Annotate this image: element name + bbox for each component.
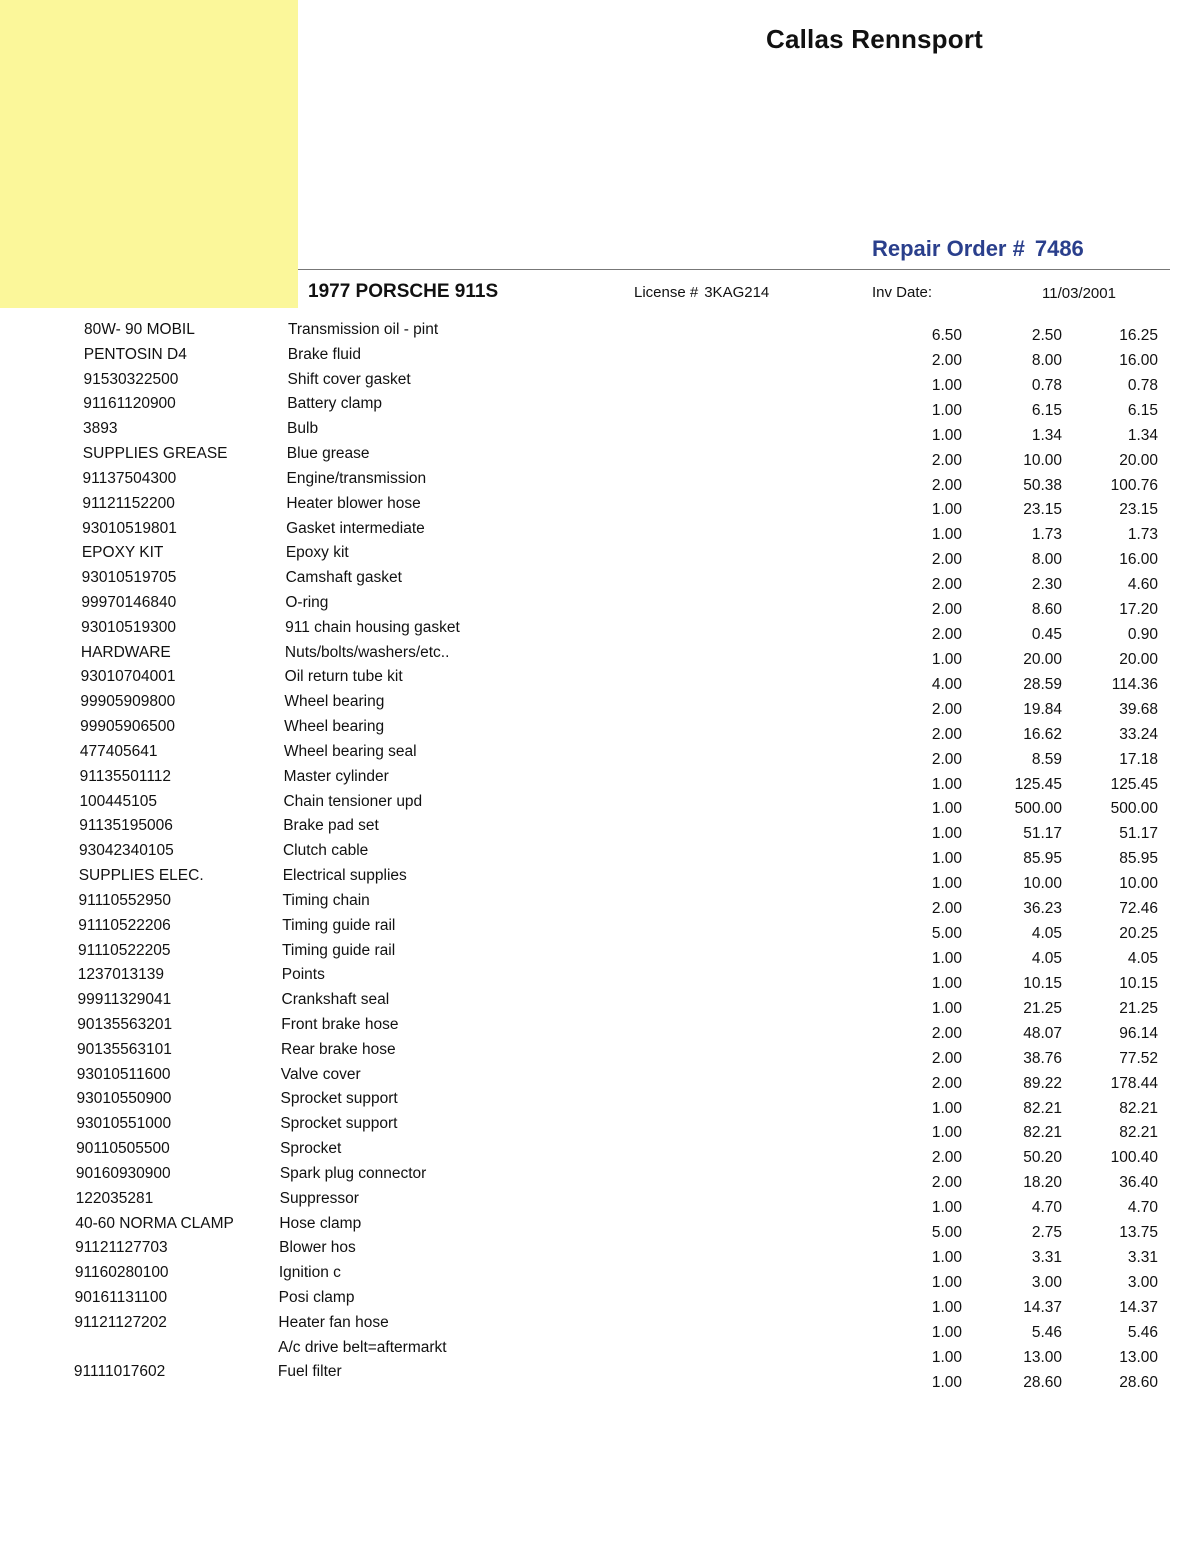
unit-price-cell: 8.00	[1031, 351, 1062, 369]
line-item-row	[0, 1140, 1200, 1167]
line-total-cell: 4.05	[1127, 950, 1158, 967]
description-cell: Wheel bearing	[284, 693, 385, 711]
quantity-cell: 5.00	[931, 925, 962, 943]
line-total-cell: 85.95	[1119, 850, 1158, 868]
line-item-row	[0, 1065, 1200, 1092]
description-cell: Spark plug connector	[279, 1164, 427, 1182]
part-number-cell: 91530322500	[83, 370, 179, 388]
line-item-row	[0, 1313, 1200, 1341]
description-cell: Brake pad set	[283, 817, 379, 835]
description-cell: Sprocket support	[280, 1090, 398, 1108]
line-total-cell: 96.14	[1119, 1024, 1158, 1042]
description-cell: Nuts/bolts/washers/etc..	[284, 643, 450, 661]
quantity-cell: 1.00	[931, 800, 962, 818]
unit-price-cell: 4.70	[1031, 1199, 1062, 1217]
description-cell: Ignition c	[278, 1264, 341, 1282]
description-cell: Transmission oil - pint	[288, 321, 439, 338]
quantity-cell: 1.00	[931, 1099, 962, 1117]
line-item-row	[0, 544, 1200, 569]
license-value: 3KAG214	[704, 284, 770, 301]
quantity-cell: 2.00	[931, 750, 962, 768]
line-item-row	[0, 1264, 1200, 1291]
description-cell: Gasket intermediate	[286, 519, 425, 537]
line-total-cell: 36.40	[1119, 1174, 1158, 1192]
line-total-cell: 10.00	[1119, 875, 1158, 893]
description-cell: Heater blower hose	[286, 494, 421, 512]
part-number-cell: 91121152200	[82, 494, 175, 512]
unit-price-cell: 0.78	[1031, 376, 1062, 394]
quantity-cell: 1.00	[931, 775, 962, 793]
line-total-cell: 33.24	[1119, 725, 1158, 743]
line-item-row	[0, 668, 1200, 693]
quantity-cell: 2.00	[931, 725, 962, 743]
part-number-cell: 80W- 90 MOBIL	[84, 321, 195, 338]
line-total-cell: 100.40	[1110, 1149, 1158, 1167]
line-item-row	[0, 495, 1200, 517]
description-cell: Hose clamp	[279, 1214, 362, 1232]
quantity-cell: 2.00	[931, 1149, 962, 1167]
quantity-cell: 5.00	[931, 1224, 962, 1242]
quantity-cell: 2.00	[931, 476, 962, 494]
unit-price-cell: 28.60	[1023, 1373, 1062, 1391]
quantity-cell: 2.00	[931, 626, 962, 644]
line-item-row	[0, 1288, 1200, 1316]
line-item-row	[0, 891, 1200, 918]
part-number-cell: 93010550900	[76, 1090, 172, 1108]
description-cell: Points	[281, 966, 325, 984]
quantity-cell: 1.00	[931, 426, 962, 444]
line-item-row	[0, 1090, 1200, 1117]
line-total-cell: 16.00	[1119, 351, 1158, 369]
quantity-cell: 1.00	[931, 526, 962, 544]
part-number-cell: 93010511600	[76, 1065, 171, 1083]
description-cell: Timing guide rail	[282, 941, 396, 959]
description-cell: Front brake hose	[281, 1015, 399, 1033]
line-item-row	[0, 346, 1200, 368]
unit-price-cell: 2.30	[1031, 576, 1062, 594]
quantity-cell: 2.00	[931, 351, 962, 369]
line-total-cell: 114.36	[1111, 675, 1158, 693]
line-item-row	[0, 395, 1200, 417]
part-number-cell: 91110522205	[78, 941, 171, 959]
line-total-cell: 20.00	[1119, 451, 1158, 469]
line-item-row	[0, 916, 1200, 943]
quantity-cell: 1.00	[931, 825, 962, 843]
part-number-cell: 99905906500	[80, 718, 175, 736]
line-item-row	[0, 718, 1200, 743]
line-item-row	[0, 1189, 1200, 1217]
unit-price-cell: 16.62	[1023, 725, 1062, 743]
description-cell: Crankshaft seal	[281, 991, 390, 1009]
description-cell: Heater fan hose	[278, 1313, 389, 1331]
line-total-cell: 100.76	[1110, 476, 1158, 494]
line-item-row	[0, 966, 1200, 992]
quantity-cell: 1.00	[931, 650, 962, 668]
description-cell: Chain tensioner upd	[283, 792, 423, 810]
line-item-row	[0, 618, 1200, 644]
description-cell: Battery clamp	[287, 395, 383, 413]
part-number-cell: 91161120900	[83, 395, 176, 413]
quantity-cell: 1.00	[931, 1348, 962, 1366]
quantity-cell: 1.00	[931, 999, 962, 1017]
line-item-row	[0, 1338, 1200, 1366]
line-total-cell: 0.78	[1127, 376, 1158, 394]
quantity-cell: 1.00	[931, 1373, 962, 1391]
part-number-cell: PENTOSIN D4	[83, 345, 187, 363]
quantity-cell: 1.00	[931, 1124, 962, 1142]
unit-price-cell: 36.23	[1023, 900, 1062, 918]
line-total-cell: 3.31	[1127, 1249, 1158, 1267]
unit-price-cell: 51.17	[1023, 825, 1062, 843]
repair-order-label: Repair Order #	[872, 236, 1025, 261]
description-cell: Timing guide rail	[282, 916, 396, 934]
unit-price-cell: 20.00	[1023, 650, 1062, 668]
unit-price-cell: 10.00	[1023, 451, 1062, 469]
part-number-cell: 1237013139	[77, 966, 164, 984]
license-label: License #	[634, 284, 699, 301]
repair-order-number: 7486	[1034, 236, 1084, 261]
line-item-row	[0, 991, 1200, 1017]
description-cell: Sprocket support	[280, 1115, 398, 1133]
line-total-cell: 72.46	[1119, 900, 1158, 918]
unit-price-cell: 8.59	[1031, 750, 1062, 768]
line-item-row	[0, 1363, 1200, 1391]
part-number-cell: 99905909800	[80, 693, 176, 711]
unit-price-cell: 89.22	[1023, 1074, 1062, 1092]
unit-price-cell: 4.05	[1031, 925, 1062, 943]
quantity-cell: 2.00	[931, 576, 962, 594]
part-number-cell: 122035281	[75, 1189, 154, 1207]
quantity-cell: 2.00	[931, 900, 962, 918]
description-cell: Shift cover gasket	[287, 370, 411, 388]
line-total-cell: 17.18	[1119, 750, 1158, 768]
line-total-cell: 500.00	[1110, 800, 1158, 818]
line-total-cell: 6.15	[1127, 401, 1158, 419]
company-name: Callas Rennsport	[766, 24, 984, 54]
part-number-cell: 93010551000	[76, 1115, 172, 1133]
line-item-row	[0, 1164, 1200, 1192]
quantity-cell: 1.00	[931, 950, 962, 967]
unit-price-cell: 10.00	[1023, 875, 1062, 893]
description-cell: Suppressor	[279, 1189, 359, 1207]
description-cell: Valve cover	[280, 1065, 361, 1083]
unit-price-cell: 1.34	[1031, 426, 1062, 444]
line-total-cell: 13.75	[1119, 1224, 1158, 1242]
line-item-row	[0, 569, 1200, 594]
line-item-row	[0, 445, 1200, 467]
part-number-cell: 91121127703	[75, 1239, 168, 1257]
line-total-cell: 17.20	[1119, 601, 1158, 619]
line-total-cell: 0.90	[1127, 626, 1158, 644]
quantity-cell: 2.00	[931, 1049, 962, 1067]
line-total-cell: 5.46	[1127, 1323, 1158, 1341]
quantity-cell: 2.00	[931, 551, 962, 569]
unit-price-cell: 28.59	[1023, 675, 1062, 693]
description-cell: O-ring	[285, 594, 329, 612]
line-total-cell: 16.00	[1119, 551, 1158, 569]
line-item-row	[0, 321, 1200, 343]
unit-price-cell: 2.50	[1031, 327, 1062, 344]
quantity-cell: 1.00	[931, 1249, 962, 1267]
line-total-cell: 82.21	[1119, 1099, 1158, 1117]
quantity-cell: 1.00	[931, 1199, 962, 1217]
line-item-row	[0, 742, 1200, 768]
line-total-cell: 23.15	[1119, 501, 1158, 519]
vehicle-title: 1977 PORSCHE 911S	[308, 281, 499, 302]
description-cell: Brake fluid	[287, 345, 361, 363]
part-number-cell: 93010704001	[80, 668, 176, 686]
line-item-row	[0, 470, 1200, 492]
line-item-row	[0, 1239, 1200, 1267]
unit-price-cell: 38.76	[1023, 1049, 1062, 1067]
unit-price-cell: 8.60	[1031, 601, 1062, 619]
description-cell: Blower hos	[279, 1239, 356, 1257]
quantity-cell: 2.00	[931, 451, 962, 469]
part-number-cell: 93010519300	[81, 618, 176, 636]
part-number-cell: 91121127202	[74, 1313, 167, 1331]
part-number-cell: 90110505500	[76, 1140, 170, 1158]
description-cell: Bulb	[287, 420, 319, 438]
inv-date-value: 11/03/2001	[1042, 285, 1116, 302]
line-total-cell: 20.00	[1119, 650, 1158, 668]
unit-price-cell: 23.15	[1023, 501, 1062, 519]
description-cell: 911 chain housing gasket	[285, 618, 460, 636]
part-number-cell: 477405641	[79, 742, 158, 760]
line-item-row	[0, 520, 1200, 542]
unit-price-cell: 10.15	[1023, 974, 1062, 992]
description-cell: Posi clamp	[278, 1288, 355, 1306]
unit-price-cell: 19.84	[1023, 700, 1062, 718]
description-cell: Clutch cable	[282, 842, 369, 860]
part-number-cell: 100445105	[79, 792, 158, 810]
line-item-row	[0, 842, 1200, 868]
line-total-cell: 4.60	[1127, 576, 1158, 594]
unit-price-cell: 82.21	[1023, 1124, 1062, 1142]
line-item-row	[0, 1214, 1200, 1242]
part-number-cell: 93042340105	[78, 842, 174, 860]
line-item-row	[0, 941, 1200, 967]
unit-price-cell: 3.00	[1031, 1273, 1062, 1291]
line-total-cell: 16.25	[1119, 327, 1158, 344]
quantity-cell: 2.00	[931, 1174, 962, 1192]
unit-price-cell: 18.20	[1023, 1174, 1062, 1192]
quantity-cell: 2.00	[931, 700, 962, 718]
description-cell: Epoxy kit	[285, 544, 349, 562]
line-item-row	[0, 767, 1200, 793]
line-total-cell: 82.21	[1119, 1124, 1158, 1142]
part-number-cell: 91110552950	[78, 891, 172, 909]
quantity-cell: 1.00	[931, 401, 962, 419]
line-total-cell: 77.52	[1119, 1049, 1158, 1067]
unit-price-cell: 125.45	[1014, 775, 1062, 793]
part-number-cell: 91135501112	[79, 767, 172, 785]
line-total-cell: 39.68	[1119, 700, 1158, 718]
unit-price-cell: 5.46	[1031, 1323, 1062, 1341]
line-item-row	[0, 817, 1200, 843]
quantity-cell: 1.00	[931, 850, 962, 868]
part-number-cell: EPOXY KIT	[81, 544, 164, 562]
description-cell: Electrical supplies	[282, 867, 407, 885]
line-item-row	[0, 420, 1200, 442]
part-number-cell: SUPPLIES GREASE	[82, 445, 228, 463]
unit-price-cell: 0.45	[1031, 626, 1062, 644]
part-number-cell: 3893	[83, 420, 118, 438]
quantity-cell: 1.00	[931, 974, 962, 992]
description-cell: Wheel bearing	[284, 718, 385, 736]
quantity-cell: 1.00	[931, 1298, 962, 1316]
line-item-row	[0, 867, 1200, 893]
unit-price-cell: 13.00	[1023, 1348, 1062, 1366]
description-cell: Blue grease	[286, 445, 370, 463]
line-total-cell: 28.60	[1119, 1373, 1158, 1391]
line-item-row	[0, 371, 1200, 393]
unit-price-cell: 8.00	[1031, 551, 1062, 569]
line-total-cell: 3.00	[1127, 1273, 1158, 1291]
part-number-cell: 91135195006	[79, 817, 173, 835]
quantity-cell: 2.00	[931, 601, 962, 619]
line-total-cell: 14.37	[1119, 1298, 1158, 1316]
part-number-cell: 93010519801	[82, 519, 177, 537]
unit-price-cell: 82.21	[1023, 1099, 1062, 1117]
line-total-cell: 10.15	[1119, 974, 1158, 992]
part-number-cell: 91111017602	[73, 1363, 166, 1381]
unit-price-cell: 50.20	[1023, 1149, 1062, 1167]
description-cell: Camshaft gasket	[285, 569, 402, 587]
line-total-cell: 20.25	[1119, 925, 1158, 943]
part-number-cell: 90160930900	[75, 1164, 171, 1182]
quantity-cell: 1.00	[931, 501, 962, 519]
part-number-cell: 91137504300	[82, 469, 177, 487]
line-total-cell: 4.70	[1127, 1199, 1158, 1217]
part-number-cell: 90135563201	[77, 1015, 173, 1033]
part-number-cell: 99911329041	[77, 991, 172, 1009]
line-total-cell: 1.73	[1127, 526, 1158, 544]
quantity-cell: 4.00	[931, 675, 962, 693]
line-total-cell: 51.17	[1119, 825, 1158, 843]
quantity-cell: 6.50	[931, 327, 962, 344]
unit-price-cell: 48.07	[1023, 1024, 1062, 1042]
unit-price-cell: 21.25	[1023, 999, 1062, 1017]
description-cell: Oil return tube kit	[284, 668, 403, 686]
line-total-cell: 1.34	[1127, 426, 1158, 444]
quantity-cell: 1.00	[931, 1323, 962, 1341]
part-number-cell: 93010519705	[81, 569, 177, 587]
line-item-row	[0, 1040, 1200, 1067]
line-total-cell: 21.25	[1119, 999, 1158, 1017]
unit-price-cell: 6.15	[1031, 401, 1062, 419]
part-number-cell: 90135563101	[77, 1040, 172, 1058]
description-cell: Rear brake hose	[281, 1040, 396, 1058]
unit-price-cell: 3.31	[1031, 1249, 1062, 1267]
description-cell: Sprocket	[280, 1140, 342, 1158]
line-total-cell: 13.00	[1119, 1348, 1158, 1366]
part-number-cell: 90161131100	[74, 1288, 168, 1306]
unit-price-cell: 4.05	[1031, 950, 1062, 967]
part-number-cell: 99970146840	[81, 594, 177, 612]
unit-price-cell: 500.00	[1014, 800, 1062, 818]
description-cell: Engine/transmission	[286, 469, 427, 487]
quantity-cell: 1.00	[931, 376, 962, 394]
part-number-cell: 91160280100	[74, 1264, 169, 1282]
description-cell: Wheel bearing seal	[283, 742, 417, 760]
description-cell: Fuel filter	[277, 1363, 342, 1381]
quantity-cell: 2.00	[931, 1074, 962, 1092]
unit-price-cell: 50.38	[1023, 476, 1062, 494]
line-item-row	[0, 792, 1200, 818]
line-total-cell: 178.44	[1110, 1074, 1158, 1092]
line-item-row	[0, 594, 1200, 619]
quantity-cell: 2.00	[931, 1024, 962, 1042]
part-number-cell: 40-60 NORMA CLAMP	[75, 1214, 234, 1232]
quantity-cell: 1.00	[931, 1273, 962, 1291]
inv-date-label: Inv Date:	[872, 284, 933, 301]
line-item-row	[0, 693, 1200, 718]
line-item-row	[0, 1015, 1200, 1042]
quantity-cell: 1.00	[931, 875, 962, 893]
line-total-cell: 125.45	[1110, 775, 1158, 793]
part-number-cell: SUPPLIES ELEC.	[78, 867, 204, 885]
part-number-cell: HARDWARE	[80, 643, 171, 661]
description-cell: Timing chain	[282, 891, 370, 909]
line-item-row	[0, 644, 1200, 666]
description-cell: Master cylinder	[283, 767, 389, 785]
part-number-cell: 91110522206	[78, 916, 171, 934]
unit-price-cell: 85.95	[1023, 850, 1062, 868]
description-cell: A/c drive belt=aftermarkt	[278, 1338, 447, 1356]
unit-price-cell: 1.73	[1031, 526, 1062, 544]
line-item-row	[0, 1115, 1200, 1142]
unit-price-cell: 14.37	[1023, 1298, 1062, 1316]
unit-price-cell: 2.75	[1031, 1224, 1062, 1242]
